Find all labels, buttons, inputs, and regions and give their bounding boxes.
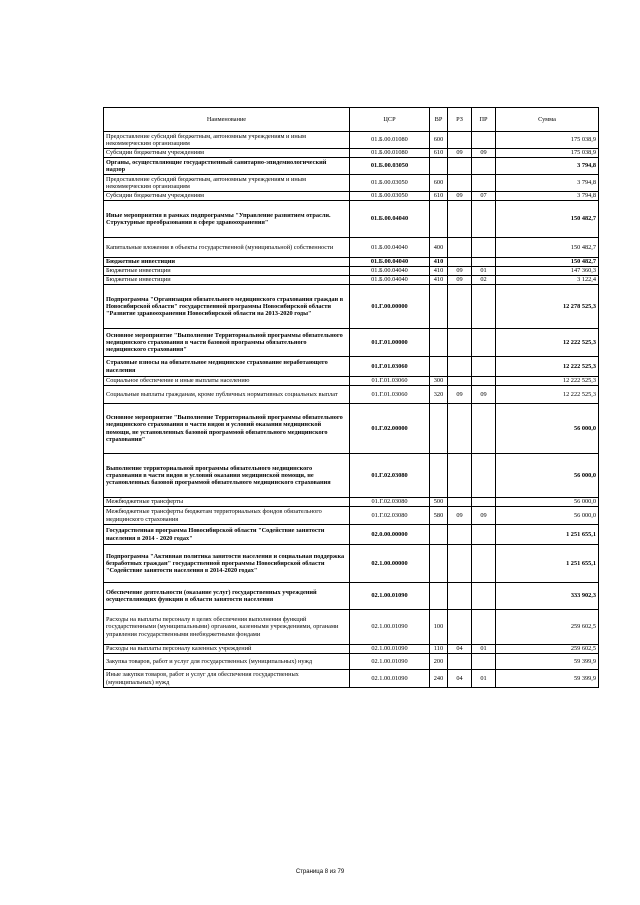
- cell-name: Бюджетные инвестиции: [104, 258, 350, 267]
- table-row: [104, 192, 599, 201]
- cell-pr: [472, 285, 496, 329]
- table-row: [104, 175, 599, 192]
- table-row: [104, 132, 599, 149]
- cell-name: Субсидии бюджетным учреждениям: [104, 149, 350, 158]
- cell-sum: 150 482,7: [496, 258, 599, 267]
- cell-vr: 200: [430, 654, 448, 670]
- table-row: [104, 267, 599, 276]
- cell-sum: 3 794,8: [496, 175, 599, 192]
- cell-csr: 01.Б.00.03050: [350, 192, 430, 201]
- cell-pr: 01: [472, 267, 496, 276]
- cell-sum: 333 902,3: [496, 583, 599, 610]
- cell-pr: [472, 132, 496, 149]
- cell-csr: 01.Г.02.03080: [350, 507, 430, 525]
- cell-csr: 02.1.00.01090: [350, 645, 430, 654]
- cell-csr: 01.Г.00.00000: [350, 285, 430, 329]
- cell-vr: 300: [430, 377, 448, 386]
- cell-csr: 01.Г.02.03080: [350, 454, 430, 498]
- cell-rz: [448, 498, 472, 507]
- cell-rz: [448, 610, 472, 645]
- cell-vr: [430, 404, 448, 454]
- cell-vr: [430, 454, 448, 498]
- cell-csr: 02.1.00.00000: [350, 545, 430, 583]
- cell-sum: 3 794,8: [496, 192, 599, 201]
- cell-rz: [448, 285, 472, 329]
- cell-vr: 610: [430, 149, 448, 158]
- cell-pr: 09: [472, 507, 496, 525]
- cell-vr: [430, 158, 448, 175]
- cell-sum: 59 399,9: [496, 670, 599, 688]
- cell-vr: 400: [430, 238, 448, 258]
- cell-rz: [448, 201, 472, 238]
- cell-rz: [448, 357, 472, 377]
- cell-csr: 01.Б.00.04040: [350, 267, 430, 276]
- cell-rz: [448, 158, 472, 175]
- cell-sum: 3 794,8: [496, 158, 599, 175]
- cell-sum: 259 602,5: [496, 645, 599, 654]
- cell-csr: 01.Б.00.04040: [350, 276, 430, 285]
- table-row: [104, 545, 599, 583]
- cell-pr: [472, 525, 496, 545]
- cell-name: Расходы на выплаты персоналу в целях обеспечения выполнения функций государственными (муниципальными) органами, казенными учреждениями, органами управления государственными внебюджетными фондами: [104, 610, 350, 645]
- cell-sum: 1 251 655,1: [496, 525, 599, 545]
- cell-name: Основное мероприятие "Выполнение Территориальной программы обязательного медицинского страхования в части видов и условий оказания медицинской помощи, не установленных базовой программой обязательного медицинского страхования": [104, 404, 350, 454]
- cell-rz: [448, 454, 472, 498]
- cell-csr: 02.1.00.01090: [350, 670, 430, 688]
- table-row: [104, 149, 599, 158]
- cell-sum: 56 000,0: [496, 404, 599, 454]
- cell-rz: [448, 175, 472, 192]
- cell-sum: 3 122,4: [496, 276, 599, 285]
- table-row: [104, 654, 599, 670]
- cell-rz: 04: [448, 645, 472, 654]
- cell-name: Органы, осуществляющие государственный санитарно-эпидемиологический надзор: [104, 158, 350, 175]
- page-number: Страница 8 из 79: [295, 869, 345, 875]
- cell-rz: [448, 545, 472, 583]
- table-body: [104, 132, 599, 688]
- cell-pr: [472, 654, 496, 670]
- table-row: [104, 285, 599, 329]
- cell-pr: [472, 545, 496, 583]
- cell-csr: 01.Г.01.00000: [350, 329, 430, 357]
- table-row: [104, 498, 599, 507]
- cell-vr: 410: [430, 276, 448, 285]
- cell-pr: [472, 498, 496, 507]
- table-row: [104, 610, 599, 645]
- cell-rz: [448, 329, 472, 357]
- cell-pr: [472, 158, 496, 175]
- cell-sum: 12 222 525,3: [496, 357, 599, 377]
- table-row: [104, 404, 599, 454]
- cell-vr: 580: [430, 507, 448, 525]
- cell-pr: 02: [472, 276, 496, 285]
- cell-sum: 259 602,5: [496, 610, 599, 645]
- cell-sum: 150 482,7: [496, 238, 599, 258]
- cell-csr: 01.Б.00.03050: [350, 175, 430, 192]
- cell-csr: 02.1.00.01090: [350, 654, 430, 670]
- cell-pr: 07: [472, 192, 496, 201]
- cell-pr: 01: [472, 645, 496, 654]
- table-row: [104, 158, 599, 175]
- cell-name: Государственная программа Новосибирской области "Содействие занятости населения в 2014 - 2020 годах": [104, 525, 350, 545]
- cell-sum: 150 482,7: [496, 201, 599, 238]
- cell-rz: 09: [448, 507, 472, 525]
- cell-sum: 12 278 525,3: [496, 285, 599, 329]
- cell-name: Основное мероприятие "Выполнение Территориальной программы обязательного медицинского страхования в части базовой программы обязательного медицинского страхования": [104, 329, 350, 357]
- cell-vr: [430, 583, 448, 610]
- cell-rz: 09: [448, 386, 472, 404]
- cell-pr: [472, 258, 496, 267]
- cell-name: Подпрограмма "Активная политика занятости населения и социальная поддержка безработных граждан" государственной программы Новосибирской области "Содействие занятости населения в 2014-2020 годах": [104, 545, 350, 583]
- cell-pr: [472, 175, 496, 192]
- cell-vr: 610: [430, 192, 448, 201]
- table-row: [104, 329, 599, 357]
- cell-name: Расходы на выплаты персоналу казенных учреждений: [104, 645, 350, 654]
- cell-vr: [430, 201, 448, 238]
- cell-csr: 02.1.00.01090: [350, 583, 430, 610]
- cell-vr: [430, 525, 448, 545]
- cell-vr: 410: [430, 267, 448, 276]
- cell-sum: 12 222 525,3: [496, 386, 599, 404]
- table-header-row: [104, 108, 599, 132]
- cell-vr: 500: [430, 498, 448, 507]
- cell-vr: 240: [430, 670, 448, 688]
- cell-rz: 09: [448, 276, 472, 285]
- cell-sum: 147 360,3: [496, 267, 599, 276]
- cell-vr: [430, 285, 448, 329]
- cell-vr: 320: [430, 386, 448, 404]
- cell-csr: 02.0.00.00000: [350, 525, 430, 545]
- cell-name: Закупка товаров, работ и услуг для государственных (муниципальных) нужд: [104, 654, 350, 670]
- cell-sum: 12 222 525,3: [496, 377, 599, 386]
- cell-csr: 01.Б.00.04040: [350, 201, 430, 238]
- header-name: Наименование: [104, 108, 350, 132]
- cell-rz: [448, 583, 472, 610]
- cell-rz: [448, 654, 472, 670]
- header-vr: ВР: [430, 108, 448, 132]
- cell-name: Межбюджетные трансферты: [104, 498, 350, 507]
- table-row: [104, 525, 599, 545]
- table-row: [104, 201, 599, 238]
- cell-vr: 410: [430, 258, 448, 267]
- cell-name: Субсидии бюджетным учреждениям: [104, 192, 350, 201]
- cell-csr: 01.Б.00.01080: [350, 149, 430, 158]
- cell-csr: 01.Г.01.03060: [350, 386, 430, 404]
- cell-sum: 56 000,0: [496, 498, 599, 507]
- cell-vr: 110: [430, 645, 448, 654]
- header-csr: ЦСР: [350, 108, 430, 132]
- cell-rz: [448, 404, 472, 454]
- header-rz: РЗ: [448, 108, 472, 132]
- cell-rz: 09: [448, 149, 472, 158]
- budget-table: [103, 107, 599, 688]
- cell-rz: 09: [448, 192, 472, 201]
- cell-name: Иные закупки товаров, работ и услуг для обеспечения государственных (муниципальных) нужд: [104, 670, 350, 688]
- cell-sum: 56 000,0: [496, 454, 599, 498]
- cell-name: Межбюджетные трансферты бюджетам территориальных фондов обязательного медицинского страхования: [104, 507, 350, 525]
- cell-name: Подпрограмма "Организация обязательного медицинского страхования граждан в Новосибирской области" государственной программы Новосибирской области "Развитие здравоохранения Новосибирской области на 2013-2020 годы": [104, 285, 350, 329]
- cell-csr: 01.Г.01.03060: [350, 357, 430, 377]
- cell-sum: 1 251 655,1: [496, 545, 599, 583]
- cell-csr: 02.1.00.01090: [350, 610, 430, 645]
- cell-rz: [448, 238, 472, 258]
- table-row: [104, 645, 599, 654]
- table-row: [104, 454, 599, 498]
- cell-pr: [472, 377, 496, 386]
- table-row: [104, 357, 599, 377]
- cell-vr: 600: [430, 132, 448, 149]
- cell-name: Выполнение территориальной программы обязательного медицинского страхования в части видов и условий оказания медицинской помощи, не установленных базовой программой обязательного медицинского страхования: [104, 454, 350, 498]
- table-row: [104, 276, 599, 285]
- cell-name: Предоставление субсидий бюджетным, автономным учреждениям и иным некоммерческим организациям: [104, 175, 350, 192]
- cell-name: Обеспечение деятельности (оказание услуг) государственных учреждений осуществляющих функции в области занятости населения: [104, 583, 350, 610]
- cell-sum: 59 399,9: [496, 654, 599, 670]
- cell-csr: 01.Г.01.03060: [350, 377, 430, 386]
- table-row: [104, 670, 599, 688]
- cell-sum: 12 222 525,3: [496, 329, 599, 357]
- cell-pr: [472, 201, 496, 238]
- cell-sum: 175 038,9: [496, 149, 599, 158]
- cell-vr: [430, 357, 448, 377]
- table-row: [104, 377, 599, 386]
- cell-pr: [472, 238, 496, 258]
- table-row: [104, 258, 599, 267]
- cell-pr: [472, 583, 496, 610]
- cell-csr: 01.Б.00.03050: [350, 158, 430, 175]
- cell-csr: 01.Г.02.00000: [350, 404, 430, 454]
- cell-sum: 175 038,9: [496, 132, 599, 149]
- cell-sum: 56 000,0: [496, 507, 599, 525]
- cell-name: Бюджетные инвестиции: [104, 267, 350, 276]
- table-row: [104, 583, 599, 610]
- cell-csr: 01.Б.00.01080: [350, 132, 430, 149]
- header-pr: ПР: [472, 108, 496, 132]
- cell-pr: [472, 404, 496, 454]
- cell-name: Предоставление субсидий бюджетным, автономным учреждениям и иным некоммерческим организациям: [104, 132, 350, 149]
- cell-pr: 01: [472, 670, 496, 688]
- cell-name: Страховые взносы на обязательное медицинское страхование неработающего населения: [104, 357, 350, 377]
- cell-pr: 09: [472, 386, 496, 404]
- table-row: [104, 386, 599, 404]
- cell-csr: 01.Б.00.04040: [350, 258, 430, 267]
- cell-csr: 01.Б.00.04040: [350, 238, 430, 258]
- cell-rz: [448, 377, 472, 386]
- cell-rz: [448, 258, 472, 267]
- cell-pr: 09: [472, 149, 496, 158]
- cell-csr: 01.Г.02.03080: [350, 498, 430, 507]
- cell-rz: [448, 132, 472, 149]
- cell-pr: [472, 357, 496, 377]
- cell-vr: 600: [430, 175, 448, 192]
- table-row: [104, 507, 599, 525]
- cell-rz: 04: [448, 670, 472, 688]
- cell-vr: 100: [430, 610, 448, 645]
- cell-name: Капитальные вложения в объекты государственной (муниципальной) собственности: [104, 238, 350, 258]
- cell-pr: [472, 329, 496, 357]
- cell-rz: [448, 525, 472, 545]
- cell-name: Иные мероприятия в рамках подпрограммы "Управление развитием отрасли. Структурные преобразования в сфере здравоохранения": [104, 201, 350, 238]
- cell-vr: [430, 329, 448, 357]
- cell-pr: [472, 454, 496, 498]
- cell-vr: [430, 545, 448, 583]
- cell-pr: [472, 610, 496, 645]
- cell-name: Социальное обеспечение и иные выплаты населению: [104, 377, 350, 386]
- cell-name: Социальные выплаты гражданам, кроме публичных нормативных социальных выплат: [104, 386, 350, 404]
- header-sum: Сумма: [496, 108, 599, 132]
- cell-name: Бюджетные инвестиции: [104, 276, 350, 285]
- table-row: [104, 238, 599, 258]
- cell-rz: 09: [448, 267, 472, 276]
